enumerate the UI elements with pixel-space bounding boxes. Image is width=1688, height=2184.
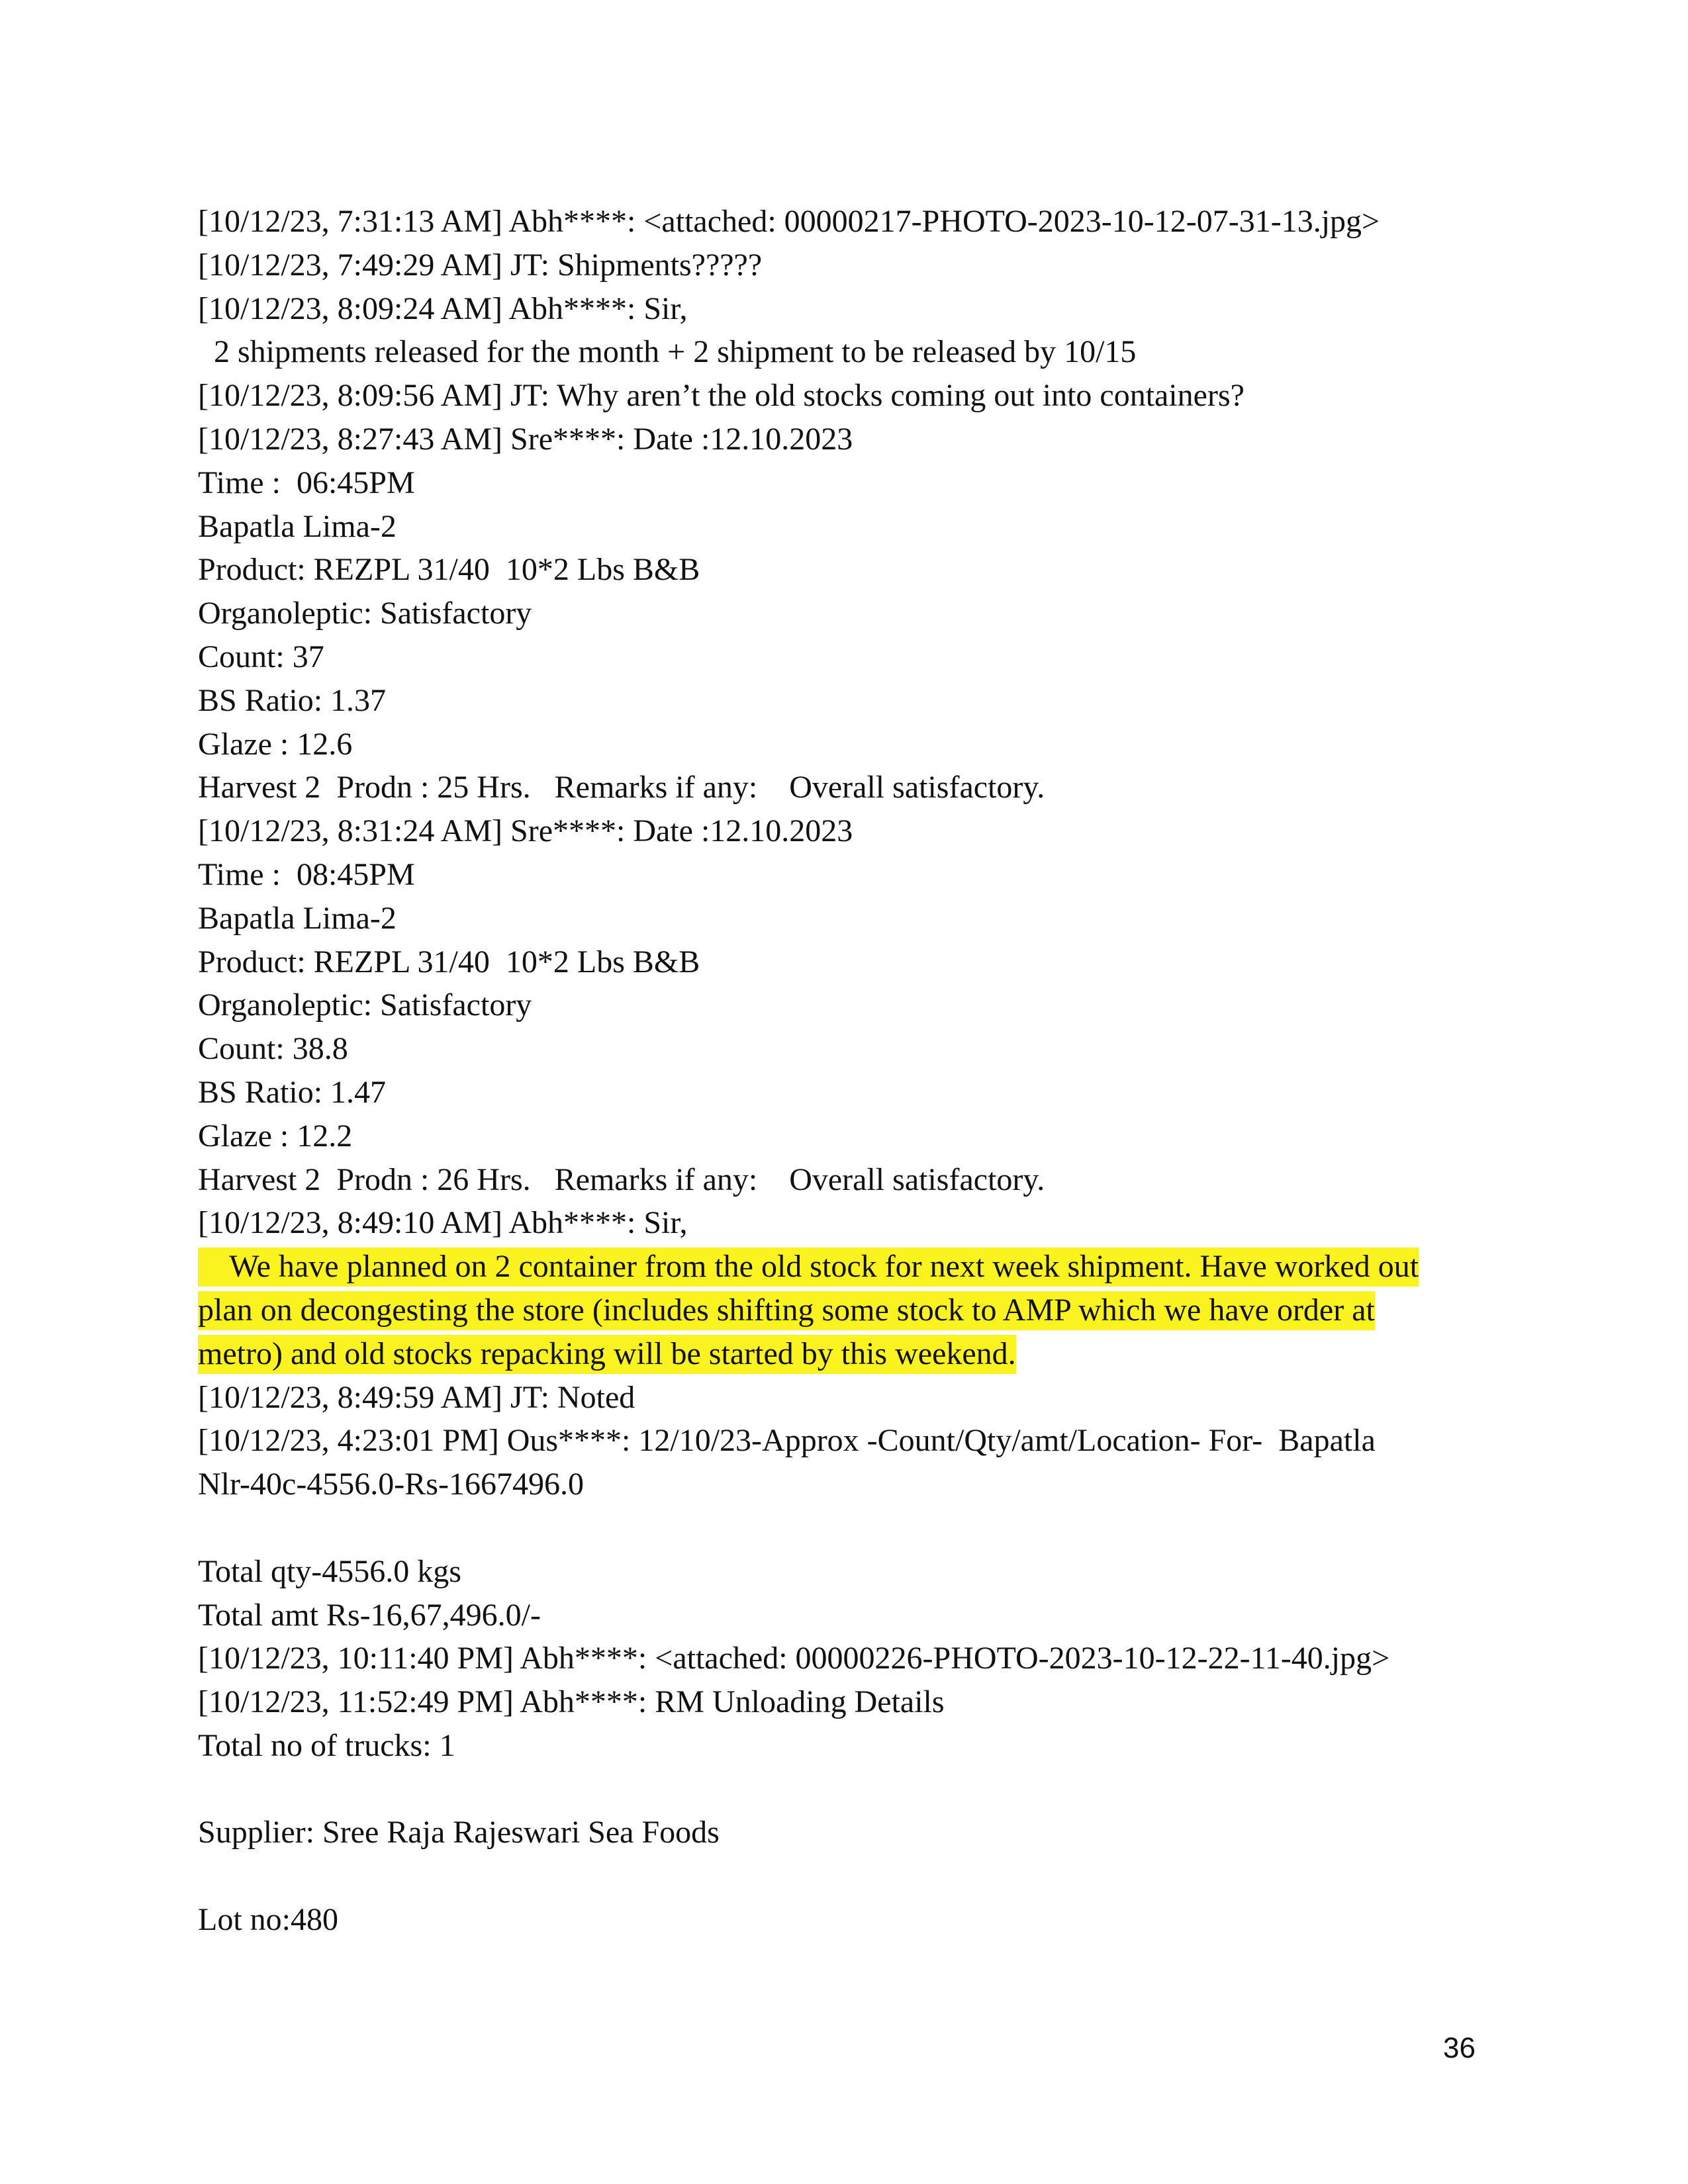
highlighted-text: We have planned on 2 container from the old stock for next week shipment. Have worked out bbox=[198, 1248, 1419, 1287]
highlighted-line bbox=[198, 1245, 1495, 1289]
chat-line: BS Ratio: 1.37 bbox=[198, 682, 387, 718]
chat-line: Harvest 2 Prodn : 25 Hrs. Remarks if any: Overall satisfactory. bbox=[198, 770, 1045, 805]
page-number: 36 bbox=[1443, 2032, 1476, 2064]
blank-line bbox=[198, 1506, 1495, 1550]
chat-line: Bapatla Lima-2 bbox=[198, 508, 397, 544]
chat-line: Organoleptic: Satisfactory bbox=[198, 987, 532, 1023]
highlighted-text: plan on decongesting the store (includes shifting some stock to AMP which we have order at bbox=[198, 1291, 1375, 1330]
chat-line: Bapatla Lima-2 bbox=[198, 900, 397, 936]
chat-line: Count: 37 bbox=[198, 639, 324, 674]
highlighted-line bbox=[198, 1289, 1495, 1332]
chat-line: Count: 38.8 bbox=[198, 1031, 348, 1067]
chat-line: Glaze : 12.6 bbox=[198, 726, 353, 762]
chat-log-text bbox=[198, 200, 1495, 1942]
chat-line: Product: REZPL 31/40 10*2 Lbs B&B bbox=[198, 552, 700, 588]
chat-line: [10/12/23, 8:31:24 AM] Sre****: Date :12.10.2023 bbox=[198, 813, 853, 849]
chat-line: Supplier: Sree Raja Rajeswari Sea Foods bbox=[198, 1815, 720, 1850]
chat-line: [10/12/23, 4:23:01 PM] Ous****: 12/10/23-Approx -Count/Qty/amt/Location- For- Bapatla bbox=[198, 1423, 1376, 1459]
chat-line: Organoleptic: Satisfactory bbox=[198, 596, 532, 631]
chat-line: Lot no:480 bbox=[198, 1902, 338, 1938]
chat-line: Product: REZPL 31/40 10*2 Lbs B&B bbox=[198, 944, 700, 979]
chat-line: 2 shipments released for the month + 2 shipment to be released by 10/15 bbox=[198, 334, 1137, 370]
highlighted-text: metro) and old stocks repacking will be started by this weekend. bbox=[198, 1335, 1016, 1374]
chat-line: Total amt Rs-16,67,496.0/- bbox=[198, 1597, 541, 1633]
blank-line bbox=[198, 1854, 1495, 1898]
chat-line: Time : 06:45PM bbox=[198, 465, 415, 500]
chat-line: BS Ratio: 1.47 bbox=[198, 1074, 387, 1110]
chat-line: [10/12/23, 7:49:29 AM] JT: Shipments????? bbox=[198, 247, 763, 283]
chat-line: Total no of trucks: 1 bbox=[198, 1727, 455, 1763]
chat-line: [10/12/23, 8:09:56 AM] JT: Why aren’t the old stocks coming out into containers? bbox=[198, 378, 1244, 414]
chat-line: [10/12/23, 11:52:49 PM] Abh****: RM Unloading Details bbox=[198, 1684, 945, 1720]
chat-line: [10/12/23, 10:11:40 PM] Abh****: <attached: 00000226-PHOTO-2023-10-12-22-11-40.jpg> bbox=[198, 1641, 1390, 1676]
chat-line: Time : 08:45PM bbox=[198, 856, 415, 892]
chat-line: [10/12/23, 8:49:10 AM] Abh****: Sir, bbox=[198, 1205, 688, 1241]
chat-line: Glaze : 12.2 bbox=[198, 1118, 353, 1154]
chat-line: [10/12/23, 8:09:24 AM] Abh****: Sir, bbox=[198, 291, 688, 326]
blank-line bbox=[198, 1768, 1495, 1811]
chat-line: [10/12/23, 8:27:43 AM] Sre****: Date :12.10.2023 bbox=[198, 421, 853, 457]
chat-line: Harvest 2 Prodn : 26 Hrs. Remarks if any: Overall satisfactory. bbox=[198, 1161, 1045, 1197]
chat-line: [10/12/23, 8:49:59 AM] JT: Noted bbox=[198, 1379, 635, 1415]
highlighted-line bbox=[198, 1332, 1495, 1376]
chat-line: Nlr-40c-4556.0-Rs-1667496.0 bbox=[198, 1467, 584, 1502]
chat-line: Total qty-4556.0 kgs bbox=[198, 1553, 461, 1589]
chat-line: [10/12/23, 7:31:13 AM] Abh****: <attached: 00000217-PHOTO-2023-10-12-07-31-13.jpg> bbox=[198, 204, 1380, 239]
